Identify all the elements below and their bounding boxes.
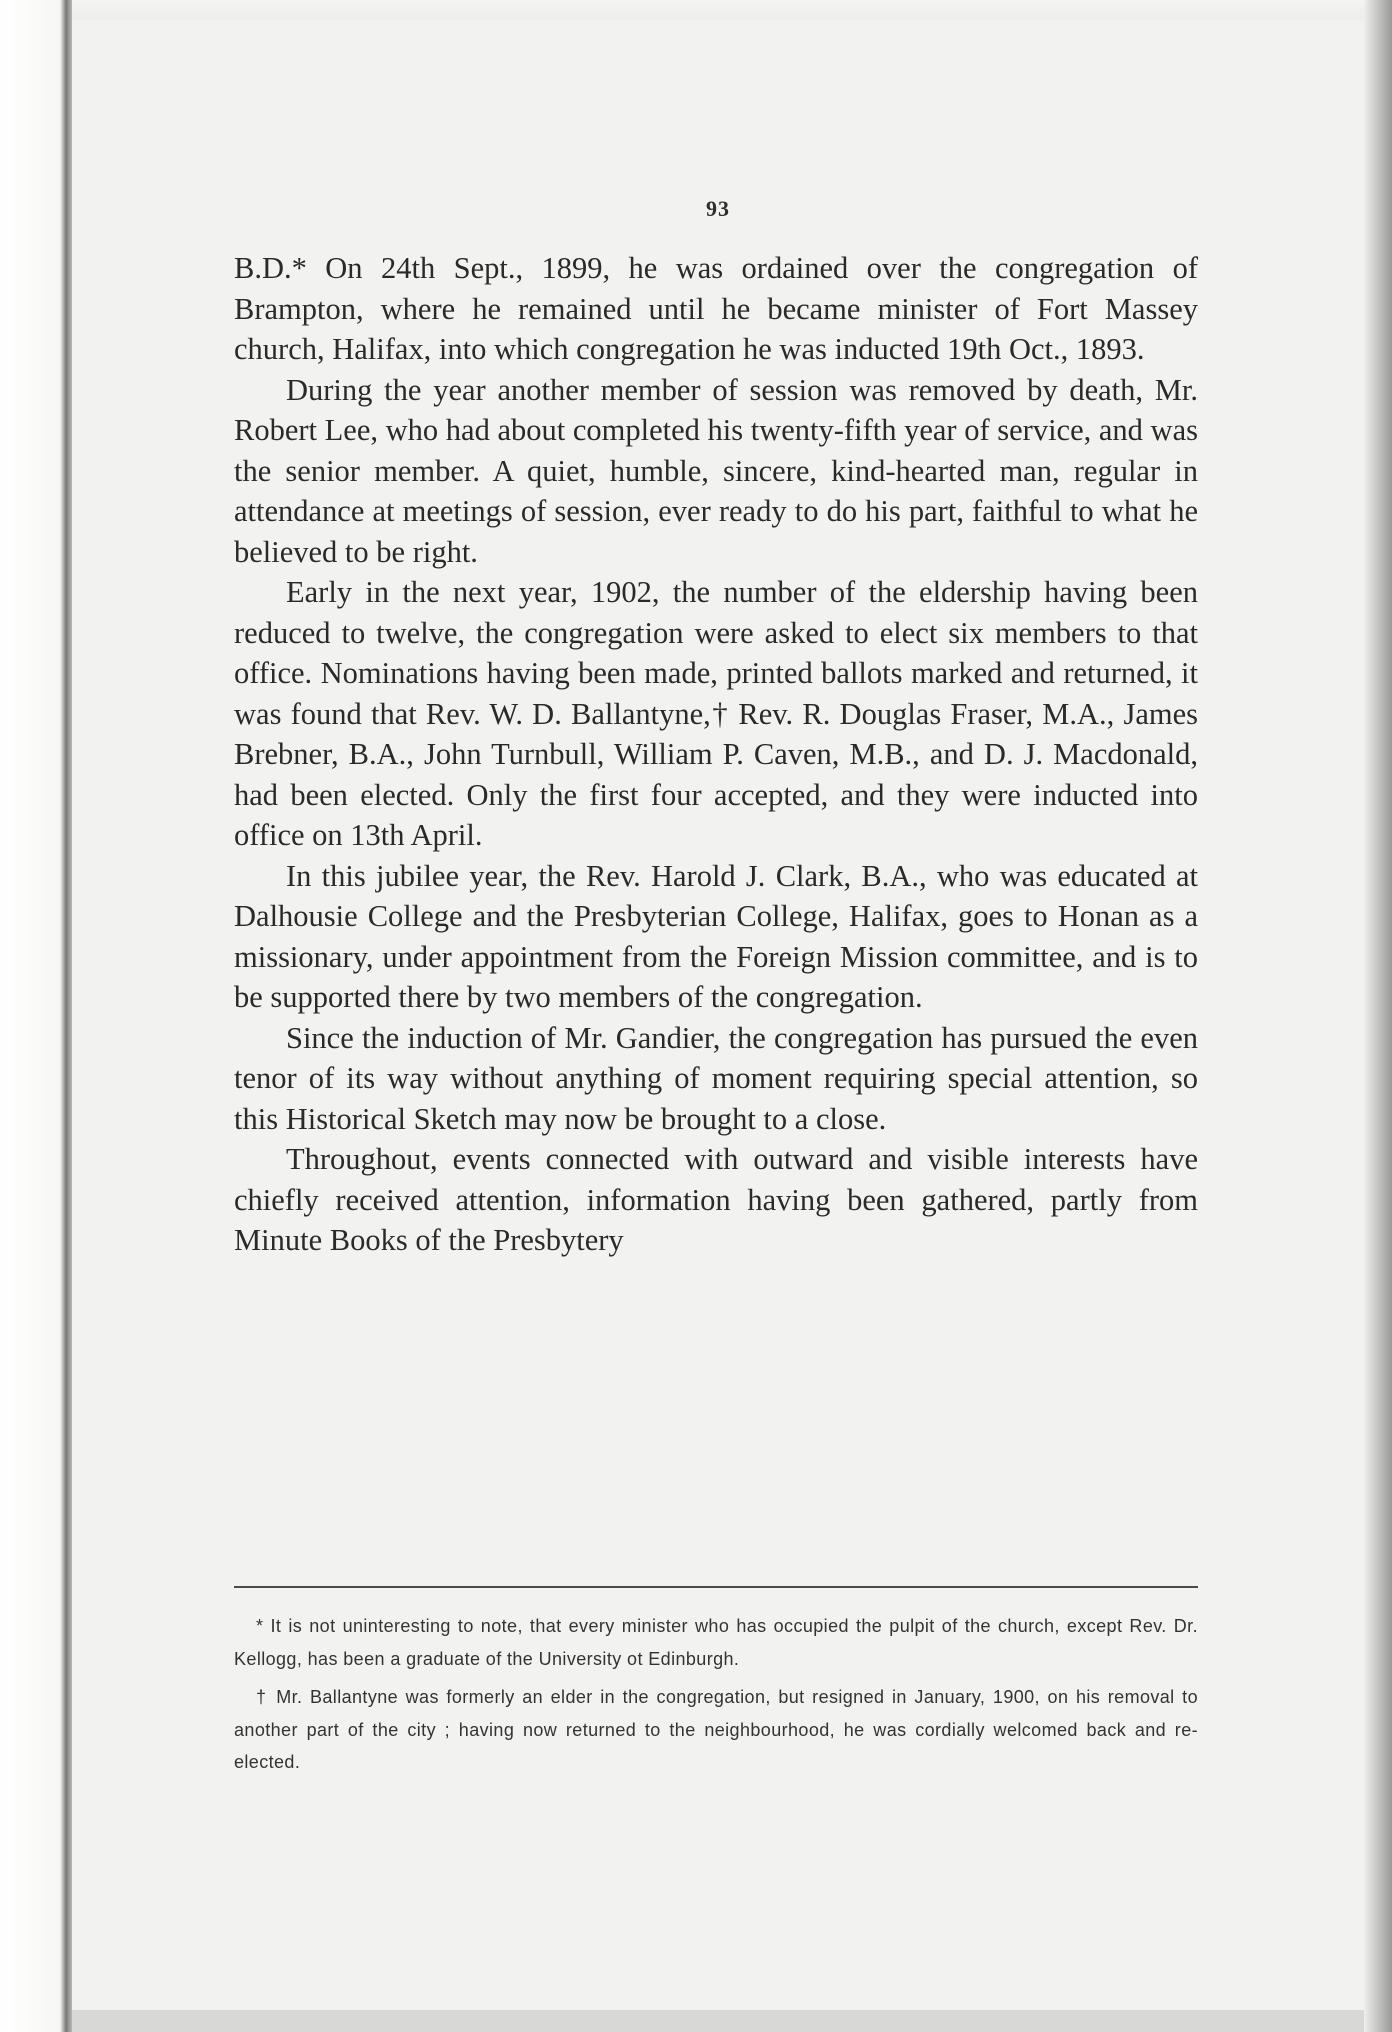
paragraph: Since the induction of Mr. Gandier, the congregation has pursued the even tenor of its way without anything of moment requiring special attention, so this Historical Sketch may now be brought to a close. (234, 1020, 1198, 1136)
footnote: † Mr. Ballantyne was formerly an elder in the congregation, but resigned in January, 1900, on his removal to another part of the city ; having now returned to the neighbourhood, he was cordially welcomed back and re-elected. (234, 1687, 1198, 1772)
body-text (234, 248, 1198, 1261)
paragraph: Early in the next year, 1902, the number of the eldership having been reduced to twelve, the congregation were asked to elect six members to that office. Nominations having been made, printed ballots marked and returned, it was found that Rev. W. D. Ballantyne,† Rev. R. Douglas Fraser, M.A., James Brebner, B.A., John Turnbull, William P. Caven, M.B., and D. J. Macdonald, had been elected. Only the first four accepted, and they were inducted into office on 13th April. (234, 575, 1198, 852)
footnote: * It is not uninteresting to note, that every minister who has occupied the pulpit of the church, except Rev. Dr. Kellogg, has been a graduate of the University ot Edinburgh. (234, 1616, 1198, 1669)
scan-right-edge (1364, 0, 1392, 2032)
paragraph: During the year another member of session was removed by death, Mr. Robert Lee, who had about completed his twenty-fifth year of service, and was the senior member. A quiet, humble, sincere, kind-hearted man, regular in attendance at meetings of session, ever ready to do his part, faithful to what he believed to be right. (234, 372, 1198, 569)
page-number: 93 (706, 196, 730, 221)
paragraph: B.D.* On 24th Sept., 1899, he was ordained over the congregation of Brampton, where he remained until he became minister of Fort Massey church, Halifax, into which congregation he was inducted 19th Oct., 1893. (234, 251, 1198, 366)
footnotes (234, 1610, 1198, 1785)
paragraph: In this jubilee year, the Rev. Harold J. Clark, B.A., who was educated at Dalhousie College and the Presbyterian College, Halifax, goes to Honan as a missionary, under appointment from the Foreign Mission committee, and is to be supported there by two members of the congregation. (234, 858, 1198, 1014)
paragraph: Throughout, events connected with outward and visible interests have chiefly received attention, information having been gathered, partly from Minute Books of the Presbytery (234, 1142, 1198, 1257)
footnote-divider (234, 1586, 1198, 1588)
scan-binding-edge (0, 0, 72, 2032)
book-page (72, 20, 1364, 2010)
